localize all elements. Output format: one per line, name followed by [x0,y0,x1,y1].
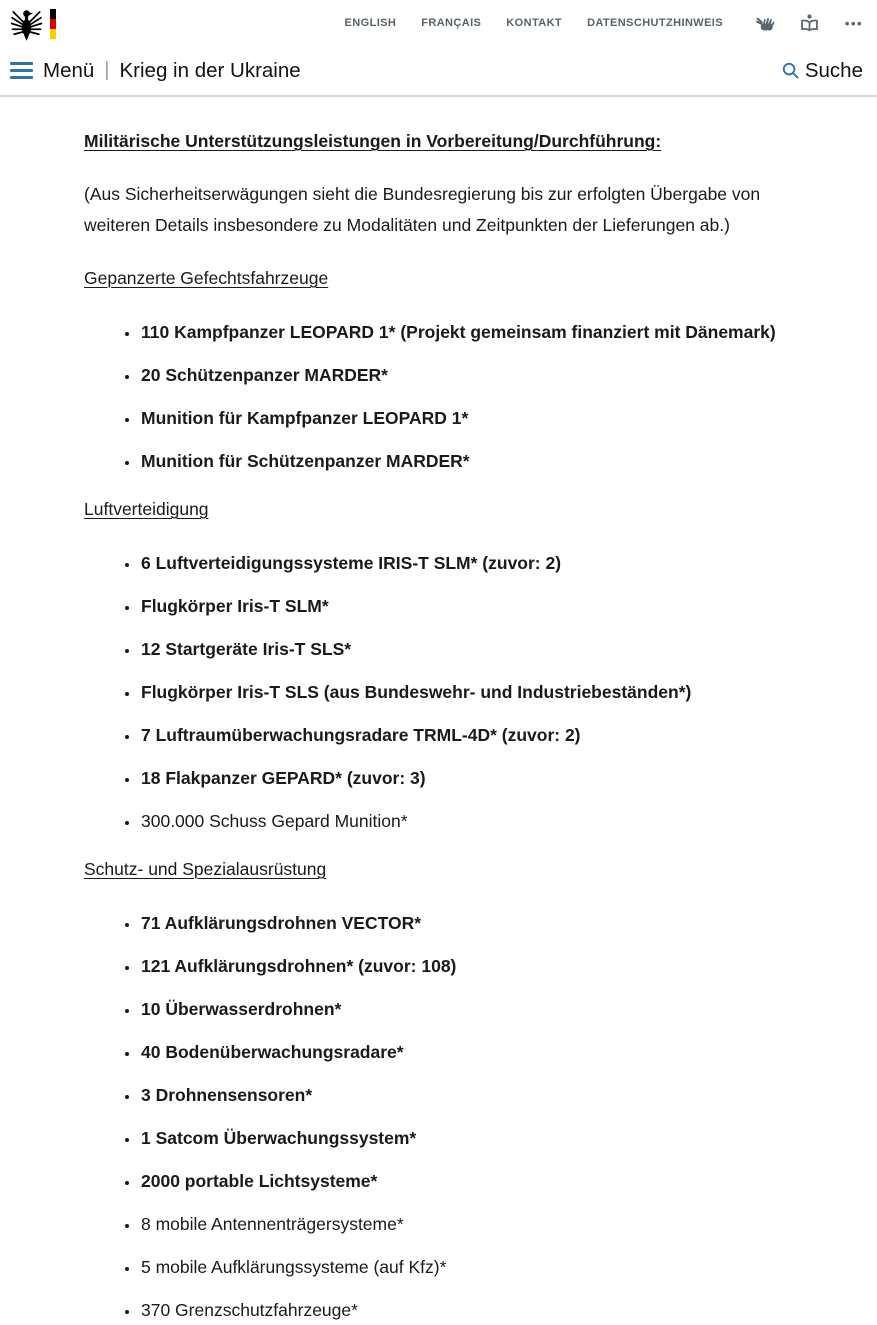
equipment-section [84,858,793,1321]
search-button[interactable] [782,59,863,83]
list-item: • 6 Luftverteidigungssysteme IRIS-T SLM* (zuvor: 2) [140,552,790,574]
list-item: • 18 Flakpanzer GEPARD* (zuvor: 3) [140,767,790,789]
link-datenschutzhinweis[interactable]: DATENSCHUTZHINWEIS [587,17,723,29]
menu-icon[interactable] [10,62,33,79]
german-flag-stripe [50,9,56,39]
list-item: • 12 Startgeräte Iris-T SLS* [140,638,790,660]
list-item: • 110 Kampfpanzer LEOPARD 1* (Projekt gemeinsam finanziert mit Dänemark) [140,321,790,343]
link-english[interactable]: ENGLISH [344,17,397,29]
section-heading: Luftverteidigung [84,499,209,519]
nav-separator: | [104,59,110,81]
list-item: • 8 mobile Antennenträgersysteme* [140,1213,790,1235]
list-item: • 71 Aufklärungsdrohnen VECTOR* [140,912,790,934]
easy-language-icon[interactable] [798,12,820,34]
link-kontakt[interactable]: KONTAKT [506,17,563,29]
equipment-section [84,498,793,832]
sections-container [84,267,793,1321]
top-links [345,17,723,29]
search-icon [782,62,799,79]
main-nav-bar [0,46,877,97]
list-item: • 20 Schützenpanzer MARDER* [140,364,790,386]
accessibility-icons [753,12,865,34]
list-item: • 1 Satcom Überwachungssystem* [140,1127,790,1149]
section-heading: Gepanzerte Gefechtsfahrzeuge [84,268,329,288]
list-item: • 3 Drohnensensoren* [140,1084,790,1106]
article-content [0,97,877,1321]
list-item: • Munition für Kampfpanzer LEOPARD 1* [140,407,790,429]
security-note: (Aus Sicherheitserwägungen sieht die Bundesregierung bis zur erfolgten Übergabe von weiteren Details insbesondere zu Modalitäten und Zeitpunkten der Lieferungen ab.) [84,184,761,235]
nav-left [10,59,301,83]
list-item: • Flugkörper Iris-T SLS (aus Bundeswehr- und Industriebeständen*) [140,681,790,703]
federal-eagle-icon [10,5,43,42]
link-francais[interactable]: FRANÇAIS [421,17,482,29]
equipment-list [84,912,793,1321]
list-item: • 5 mobile Aufklärungssysteme (auf Kfz)* [140,1256,790,1278]
equipment-list [84,321,793,472]
top-bar [0,0,877,46]
list-item: • 10 Überwasserdrohnen* [140,998,790,1020]
government-logo[interactable] [10,5,56,42]
list-item: • 40 Bodenüberwachungsradare* [140,1041,790,1063]
list-item: • Munition für Schützenpanzer MARDER* [140,450,790,472]
list-item: • 7 Luftraumüberwachungsradare TRML-4D* (zuvor: 2) [140,724,790,746]
equipment-section [84,267,793,472]
list-item: • 370 Grenzschutzfahrzeuge* [140,1299,790,1321]
list-item: • Flugkörper Iris-T SLM* [140,595,790,617]
menu-button[interactable]: Menü [43,58,95,82]
section-heading: Schutz- und Spezialausrüstung [84,859,327,879]
page-title: Militärische Unterstützungsleistungen in Vorbereitung/Durchführung: [84,131,662,151]
list-item: • 300.000 Schuss Gepard Munition* [140,810,790,832]
sign-language-icon[interactable] [753,12,775,34]
list-item: • 121 Aufklärungsdrohnen* (zuvor: 108) [140,955,790,977]
search-label: Suche [804,58,863,82]
list-item: • 2000 portable Lichtsysteme* [140,1170,790,1192]
equipment-list [84,552,793,832]
more-options-icon[interactable] [843,12,865,34]
more-options-glyph: ••• [844,15,864,31]
breadcrumb[interactable]: Krieg in der Ukraine [119,58,301,82]
